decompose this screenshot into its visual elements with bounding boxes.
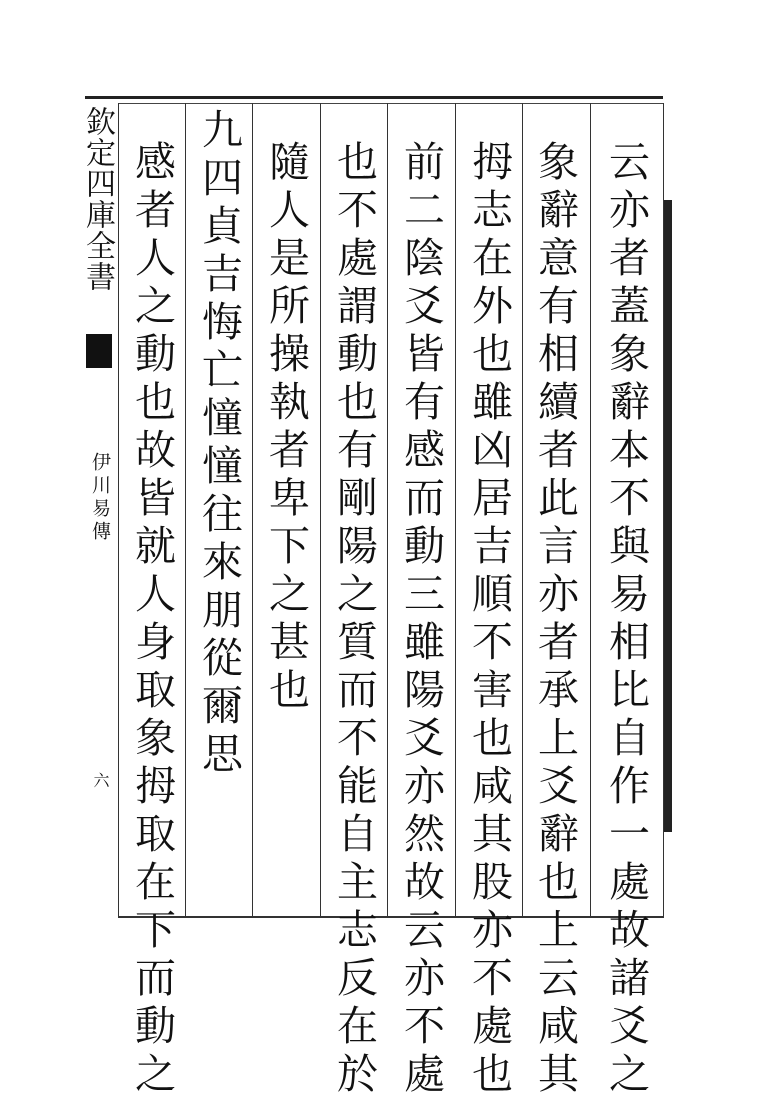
column-divider xyxy=(252,103,253,916)
column-divider xyxy=(455,103,456,916)
column-divider xyxy=(522,103,523,916)
margin-divider xyxy=(118,103,119,916)
text-column-6: 隨人是所操執者卑下之甚也 xyxy=(262,140,310,716)
column-divider xyxy=(590,103,591,916)
top-inner-border xyxy=(118,103,663,104)
column-divider xyxy=(185,103,186,916)
text-column-4: 前二陰爻皆有感而動三雖陽爻亦然故云亦不處 xyxy=(397,140,445,1100)
text-column-7: 九四貞吉悔亡憧憧往來朋從爾思 xyxy=(195,108,243,780)
text-column-8: 感者人之動也故皆就人身取象拇取在下而動之 xyxy=(128,140,176,1100)
text-column-1: 云亦者蓋象辭本不與易相比自作一處故諸爻之 xyxy=(602,140,650,1100)
margin-book-title: 伊川易傳 xyxy=(89,452,111,544)
margin-page-number: 六 xyxy=(91,772,110,788)
column-divider xyxy=(320,103,321,916)
text-column-5: 也不處謂動也有剛陽之質而不能自主志反在於 xyxy=(330,140,378,1100)
page-edge-shadow xyxy=(664,200,672,832)
text-column-2: 象辭意有相續者此言亦者承上爻辭也上云咸其 xyxy=(531,140,579,1100)
margin-title: 欽定四庫全書 xyxy=(80,106,115,292)
text-column-3: 拇志在外也雖凶居吉順不害也咸其股亦不處也 xyxy=(465,140,513,1100)
margin-black-block xyxy=(86,334,112,368)
top-border xyxy=(85,96,663,99)
column-divider xyxy=(387,103,388,916)
